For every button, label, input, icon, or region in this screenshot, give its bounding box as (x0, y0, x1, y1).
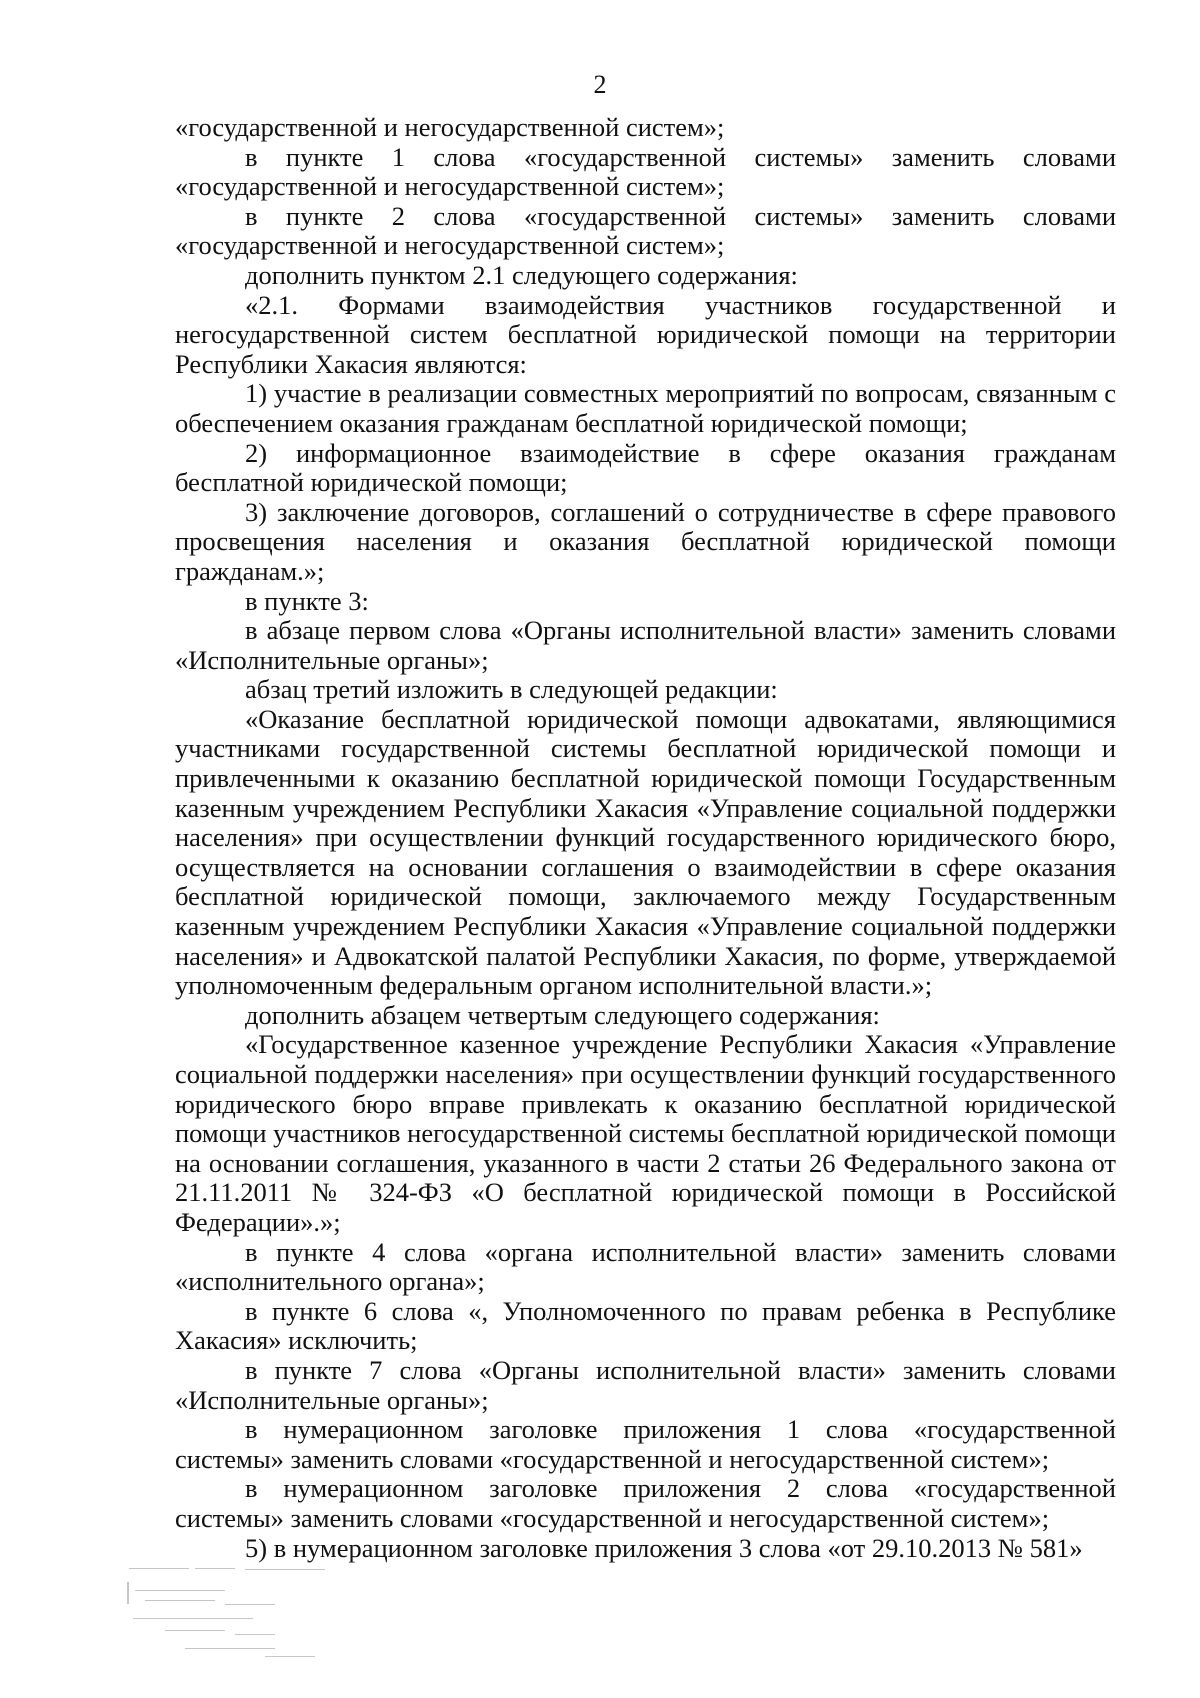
paragraph: в пункте 4 слова «органа исполнительной власти» заменить словами «исполнительного органа»; (175, 1236, 1116, 1297)
paragraph: «2.1. Формами взаимодействия участников государственной и негосударственной систем бесплатной юридической помощи на территории Республики Хакасия являются: (175, 289, 1116, 379)
paragraph: 5) в нумерационном заголовке приложения 3 слова «от 29.10.2013 № 581» (245, 1532, 1083, 1563)
paragraph: 1) участие в реализации совместных мероприятий по вопросам, связанным с обеспечением оказания гражданам бесплатной юридической помощи; (175, 378, 1116, 438)
paragraph: 3) заключение договоров, соглашений о сотрудничестве в сфере правового просвещения населения и оказания бесплатной юридической помощи гражданам.»; (175, 496, 1116, 586)
paragraph: в пункте 6 слова «, Уполномоченного по правам ребенка в Республике Хакасия» исключить; (175, 1295, 1116, 1356)
document-body (175, 113, 1116, 1563)
paragraph: в нумерационном заголовке приложения 2 слова «государственной системы» заменить словами «государственной и негосударственной систем»; (175, 1473, 1116, 1533)
paragraph: «Государственное казенное учреждение Республики Хакасия «Управление социальной поддержки населения» при осуществлении функций государственного юридического бюро вправе привлекать к оказанию бесплатной юридической помощи участников негосударственной системы бесплатной юридической помощи на основании соглашения, указанного в части 2 статьи 26 Федерального закона от 21.11.2011 № 324-ФЗ «О бесплатной юридической помощи в Российской Федерации».»; (175, 1029, 1116, 1237)
paragraph: в пункте 2 слова «государственной системы» заменить словами «государственной и негосударственной систем»; (175, 200, 1116, 261)
paragraph: в абзаце первом слова «Органы исполнительной власти» заменить словами «Исполнительные органы»; (175, 615, 1116, 675)
paragraph: «Оказание бесплатной юридической помощи адвокатами, являющимися участниками государственной системы бесплатной юридической помощи и привлеченными к оказанию бесплатной юридической помощи Государственным казенным учреждением Республики Хакасия «Управление социальной поддержки населения» при осуществлении функций государственного юридического бюро, осуществляется на основании соглашения о взаимодействии в сфере оказания бесплатной юридической помощи, заключаемого между Государственным казенным учреждением Республики Хакасия «Управление социальной поддержки населения» и Адвокатской палатой Республики Хакасия, по форме, утверждаемой уполномоченным федеральным органом исполнительной власти.»; (175, 703, 1116, 1001)
paragraph: дополнить пунктом 2.1 следующего содержания: (245, 259, 798, 290)
scan-artifact (125, 1560, 355, 1670)
paragraph: в пункте 7 слова «Органы исполнительной власти» заменить словами «Исполнительные органы»; (175, 1354, 1116, 1415)
paragraph: в пункте 1 слова «государственной системы» заменить словами «государственной и негосударственной систем»; (175, 141, 1116, 202)
paragraph: «государственной и негосударственной систем»; (175, 112, 725, 142)
paragraph: дополнить абзацем четвертым следующего содержания: (245, 999, 880, 1030)
paragraph: абзац третий изложить в следующей редакции: (245, 674, 778, 705)
page-number: 2 (593, 70, 607, 99)
paragraph: в пункте 3: (245, 585, 369, 616)
paragraph: 2) информационное взаимодействие в сфере оказания гражданам бесплатной юридической помощи; (175, 437, 1116, 498)
paragraph: в нумерационном заголовке приложения 1 слова «государственной системы» заменить словами «государственной и негосударственной систем»; (175, 1414, 1116, 1474)
